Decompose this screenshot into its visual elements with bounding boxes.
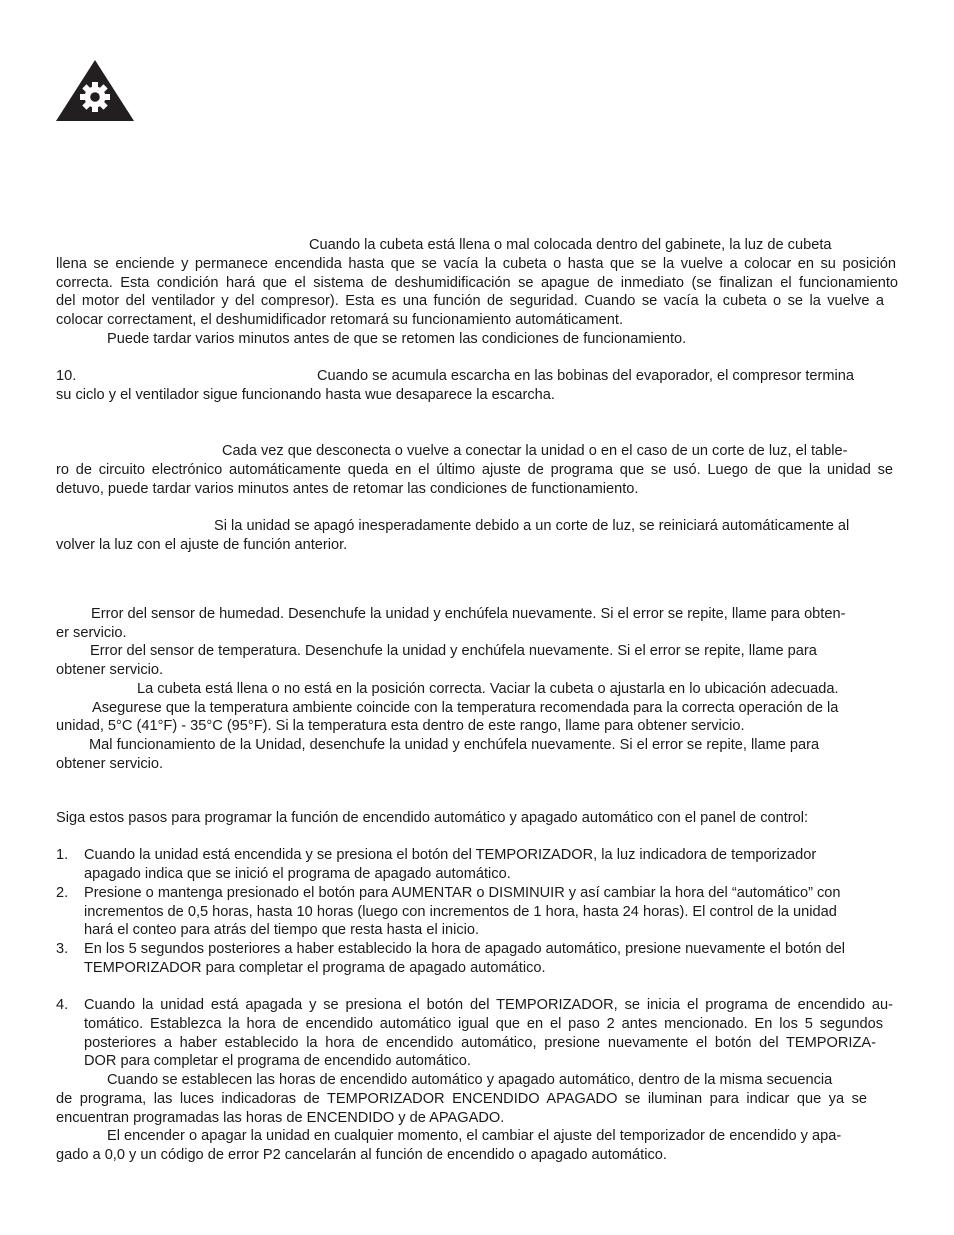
note-1-line-2: de programa, las luces indicadoras de TEMPORIZADOR ENCENDIDO APAGADO se iluminan para indicar que ya se xyxy=(56,1091,867,1107)
restart-line-1: Si la unidad se apagó inesperadamente debido a un corte de luz, se reiniciará automáticamente al xyxy=(214,518,850,534)
error-line-9: obtener servicio. xyxy=(56,756,164,772)
gear-warning-triangle-icon xyxy=(56,60,134,122)
note-2-line-2: gado a 0,0 y un código de error P2 cancelarán al función de encendido o apagado automático. xyxy=(56,1147,667,1163)
bucket-line-6: Puede tardar varios minutos antes de que se retomen las condiciones de funcionamiento. xyxy=(107,331,687,347)
step-4-line-3: posteriores a haber establecido la hora de encendido automático, presione nuevamente el botón del TEMPORIZA- xyxy=(84,1035,876,1051)
error-line-4: obtener servicio. xyxy=(56,662,164,678)
step-3-line-1: En los 5 segundos posteriores a haber establecido la hora de apagado automático, presione nuevamente el botón del xyxy=(84,941,846,957)
step-1-line-2: apagado indica que se inició el programa de apagado automático. xyxy=(84,866,511,882)
step-4-line-1: Cuando la unidad está apagada y se presiona el botón del TEMPORIZADOR, se inicia el programa de encendido au- xyxy=(84,997,893,1013)
error-line-1: Error del sensor de humedad. Desenchufe la unidad y enchúfela nuevamente. Si el error se repite, llame para obten- xyxy=(91,606,846,622)
error-line-7: unidad, 5°C (41°F) - 35°C (95°F). Si la temperatura esta dentro de este rango, llame para obtener servicio. xyxy=(56,718,745,734)
error-line-8: Mal funcionamiento de la Unidad, desenchufe la unidad y enchúfela nuevamente. Si el error se repite, llame para xyxy=(89,737,820,753)
defrost-line-1: Cuando se acumula escarcha en las bobinas del evaporador, el compresor termina xyxy=(317,368,855,384)
error-line-3: Error del sensor de temperatura. Desenchufe la unidad y enchúfela nuevamente. Si el error se repite, llame para xyxy=(90,643,817,659)
restart-line-2: volver la luz con el ajuste de función anterior. xyxy=(56,537,348,553)
memory-line-1: Cada vez que desconecta o vuelve a conectar la unidad o en el caso de un corte de luz, el table- xyxy=(222,443,848,459)
note-1-line-3: encuentran programadas las horas de ENCENDIDO y de APAGADO. xyxy=(56,1110,505,1126)
error-line-6: Asegurese que la temperatura ambiente coincide con la temperatura recomendada para la correcta operación de la xyxy=(92,700,839,716)
bucket-line-4: del motor del ventilador y del compresor). Esta es una función de seguridad. Cuando se vacía la cubeta o se la vuelve a xyxy=(56,293,884,309)
note-2-line-1: El encender o apagar la unidad en cualquier momento, el cambiar el ajuste del temporizador de encendido y apa- xyxy=(107,1128,842,1144)
bucket-line-5: colocar correctament, el deshumidificador retomará su funcionamiento automáticament. xyxy=(56,312,623,328)
step-2-line-1: Presione o mantenga presionado el botón para AUMENTAR o DISMINUIR y así cambiar la hora del “automático” con xyxy=(84,885,841,901)
bucket-line-1: Cuando la cubeta está llena o mal colocada dentro del gabinete, la luz de cubeta xyxy=(309,237,832,253)
defrost-number: 10. xyxy=(56,368,77,384)
defrost-line-2: su ciclo y el ventilador sigue funcionando hasta wue desaparece la escarcha. xyxy=(56,387,555,403)
step-1-line-1: Cuando la unidad está encendida y se presiona el botón del TEMPORIZADOR, la luz indicadora de temporizador xyxy=(84,847,817,863)
bucket-line-2: llena se enciende y permanece encendida hasta que se vacía la cubeta o hasta que se la vuelve a colocar en su posición xyxy=(56,256,896,272)
step-3-line-2: TEMPORIZADOR para completar el programa de apagado automático. xyxy=(84,960,546,976)
step-2-number: 2. xyxy=(56,885,69,901)
step-3-number: 3. xyxy=(56,941,69,957)
step-4-line-4: DOR para completar el programa de encendido automático. xyxy=(84,1053,471,1069)
memory-line-2: ro de circuito electrónico automáticamente queda en el último ajuste de programa que se usó. Luego de que la unidad se xyxy=(56,462,893,478)
error-line-5: La cubeta está llena o no está en la posición correcta. Vaciar la cubeta o ajustarla en lo ubicación adecuada. xyxy=(137,681,839,697)
note-1-line-1: Cuando se establecen las horas de encendido automático y apagado automático, dentro de la misma secuencia xyxy=(107,1072,833,1088)
step-2-line-2: incrementos de 0,5 horas, hasta 10 horas (luego con incrementos de 1 hora, hasta 24 horas). El control de la unidad xyxy=(84,904,837,920)
step-1-number: 1. xyxy=(56,847,69,863)
error-line-2: er servicio. xyxy=(56,625,127,641)
step-2-line-3: hará el conteo para atrás del tiempo que resta hasta el inicio. xyxy=(84,922,480,938)
step-4-number: 4. xyxy=(56,997,69,1013)
bucket-line-3: correcta. Esta condición hará que el sistema de deshumidificación se apague de inmediato (se finalizan el funcionamiento xyxy=(56,275,898,291)
memory-line-3: detuvo, puede tardar varios minutos antes de retomar las condiciones de functionamiento. xyxy=(56,481,639,497)
timer-intro: Siga estos pasos para programar la función de encendido automático y apagado automático con el panel de control: xyxy=(56,810,809,826)
step-4-line-2: tomático. Establezca la hora de encendido automático igual que en el paso 2 antes mencionado. En los 5 segundos xyxy=(84,1016,883,1032)
